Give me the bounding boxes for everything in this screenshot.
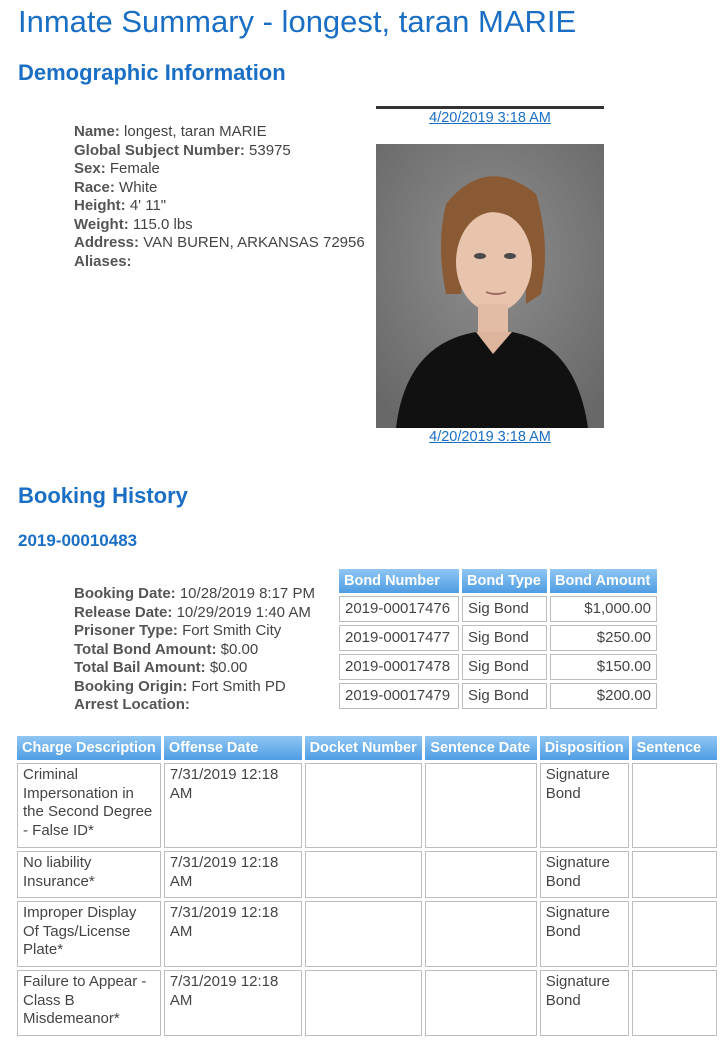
table-row (17, 851, 717, 898)
field-label: Arrest Location: (74, 696, 190, 713)
mugshot-image (376, 144, 604, 428)
offense-date-cell: 7/31/2019 12:18 AM (164, 851, 302, 898)
sentence-date-cell (425, 763, 536, 848)
docket-number-cell (305, 851, 423, 898)
table-row (339, 625, 657, 651)
disposition-header[interactable]: Disposition (540, 736, 629, 760)
field-label: Total Bond Amount: (74, 640, 217, 658)
booking-number: 2019-00010483 (18, 531, 138, 550)
race-value: White (119, 178, 158, 196)
charge-description-header[interactable]: Charge Description (17, 736, 161, 760)
charge-table-header (17, 736, 717, 760)
bond-amount-header[interactable]: Bond Amount (550, 569, 657, 593)
field-label: Address: (74, 234, 140, 251)
charge-description-cell: Improper Display Of Tags/License Plate* (17, 901, 161, 967)
booking-date-value: 10/28/2019 8:17 PM (179, 585, 315, 602)
aliases-row (74, 253, 365, 272)
field-label: Height: (74, 197, 126, 214)
prisoner-type-row (74, 622, 315, 641)
offense-date-cell: 7/31/2019 12:18 AM (164, 901, 302, 967)
field-label: Release Date: (74, 603, 173, 621)
field-label: Weight: (74, 215, 129, 233)
release-date-row (74, 604, 315, 623)
bond-number-header[interactable]: Bond Number (339, 569, 459, 593)
charge-description-cell: Criminal Impersonation in the Second Degree - False ID* (17, 763, 161, 848)
total-bail-row (74, 659, 315, 678)
sex-value: Female (109, 160, 160, 177)
docket-number-cell (305, 763, 423, 848)
booking-info (74, 585, 315, 715)
booking-origin-row (74, 678, 315, 697)
booking-history-heading: Booking History (18, 483, 188, 508)
table-row (17, 970, 717, 1036)
sentence-cell (632, 763, 717, 848)
table-row (17, 901, 717, 967)
sentence-date-header[interactable]: Sentence Date (425, 736, 536, 760)
bond-amount-cell: $200.00 (550, 683, 657, 709)
table-row (339, 654, 657, 680)
field-label: Race: (74, 178, 115, 196)
field-label: Prisoner Type: (74, 622, 178, 639)
weight-value: 115.0 lbs (132, 215, 193, 233)
name-row (74, 123, 365, 142)
bond-number-cell: 2019-00017479 (339, 683, 459, 709)
bond-amount-cell: $1,000.00 (550, 596, 657, 622)
table-row (339, 596, 657, 622)
global-subject-number-row (74, 142, 365, 161)
bond-type-cell: Sig Bond (462, 683, 547, 709)
total-bail-value: $0.00 (209, 659, 248, 676)
bond-amount-cell: $150.00 (550, 654, 657, 680)
offense-date-cell: 7/31/2019 12:18 AM (164, 970, 302, 1036)
address-row (74, 234, 365, 253)
height-row (74, 197, 365, 216)
global-subject-number-value: 53975 (249, 141, 291, 159)
demographic-heading: Demographic Information (18, 60, 286, 85)
total-bond-row (74, 641, 315, 660)
race-row (74, 179, 365, 198)
table-row (17, 763, 717, 848)
release-date-value: 10/29/2019 1:40 AM (176, 603, 311, 621)
sentence-date-cell (425, 851, 536, 898)
table-row (339, 683, 657, 709)
charge-table (14, 733, 720, 1039)
arrest-location-row (74, 696, 315, 715)
bond-type-cell: Sig Bond (462, 654, 547, 680)
charge-description-cell: Failure to Appear - Class B Misdemeanor* (17, 970, 161, 1036)
demographic-info (74, 123, 365, 271)
bond-number-cell: 2019-00017478 (339, 654, 459, 680)
total-bond-value: $0.00 (220, 640, 259, 658)
field-label: Name: (74, 123, 120, 140)
sentence-cell (632, 901, 717, 967)
bond-number-cell: 2019-00017477 (339, 625, 459, 651)
docket-number-cell (305, 901, 423, 967)
sentence-cell (632, 851, 717, 898)
offense-date-cell: 7/31/2019 12:18 AM (164, 763, 302, 848)
page-title: Inmate Summary - longest, taran MARIE (18, 4, 577, 39)
sentence-cell (632, 970, 717, 1036)
bond-type-header[interactable]: Bond Type (462, 569, 547, 593)
bond-table-header (339, 569, 657, 593)
field-label: Total Bail Amount: (74, 659, 206, 676)
disposition-cell: Signature Bond (540, 970, 629, 1036)
sex-row (74, 160, 365, 179)
bond-table (336, 566, 660, 712)
height-value: 4' 11" (129, 197, 167, 214)
field-label: Booking Date: (74, 585, 176, 602)
sentence-header[interactable]: Sentence (632, 736, 717, 760)
photo-divider (376, 106, 604, 109)
bond-type-cell: Sig Bond (462, 625, 547, 651)
sentence-date-cell (425, 970, 536, 1036)
field-label: Sex: (74, 160, 106, 177)
disposition-cell: Signature Bond (540, 901, 629, 967)
name-value: longest, taran MARIE (124, 123, 267, 140)
docket-number-header[interactable]: Docket Number (305, 736, 423, 760)
bond-number-cell: 2019-00017476 (339, 596, 459, 622)
booking-date-row (74, 585, 315, 604)
field-label: Aliases: (74, 252, 132, 270)
charge-description-cell: No liability Insurance* (17, 851, 161, 898)
prisoner-type-value: Fort Smith City (182, 622, 282, 639)
docket-number-cell (305, 970, 423, 1036)
sentence-date-cell (425, 901, 536, 967)
photo-date-link-bottom[interactable]: 4/20/2019 3:18 AM (429, 429, 551, 445)
field-label: Booking Origin: (74, 677, 188, 695)
bond-amount-cell: $250.00 (550, 625, 657, 651)
address-value: VAN BUREN, ARKANSAS 72956 (143, 234, 365, 251)
mugshot-photo[interactable] (376, 144, 604, 428)
booking-origin-value: Fort Smith PD (191, 677, 286, 695)
bond-type-cell: Sig Bond (462, 596, 547, 622)
offense-date-header[interactable]: Offense Date (164, 736, 302, 760)
disposition-cell: Signature Bond (540, 763, 629, 848)
weight-row (74, 216, 365, 235)
disposition-cell: Signature Bond (540, 851, 629, 898)
field-label: Global Subject Number: (74, 141, 245, 159)
photo-date-link-top[interactable]: 4/20/2019 3:18 AM (429, 110, 551, 126)
